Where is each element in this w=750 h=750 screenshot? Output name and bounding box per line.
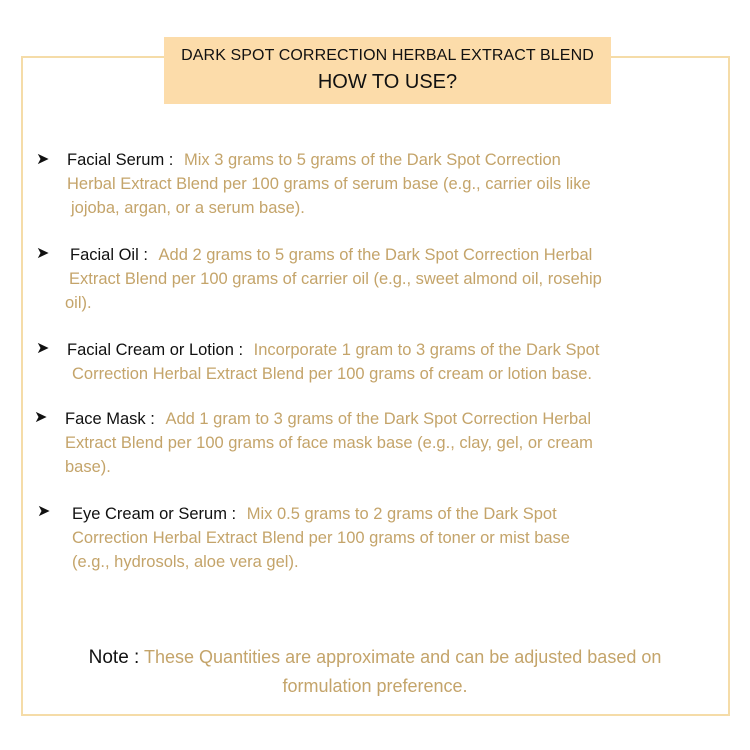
- item-text: Add 1 gram to 3 grams of the Dark Spot Correction Herbal: [165, 410, 591, 428]
- note-text: These Quantities are approximate and can be adjusted based on: [144, 647, 662, 667]
- item-label: Facial Cream or Lotion :: [67, 341, 244, 359]
- item-text: Extract Blend per 100 grams of face mask base (e.g., clay, gel, or cream: [65, 434, 593, 452]
- header-title: DARK SPOT CORRECTION HERBAL EXTRACT BLEND: [181, 47, 594, 64]
- item-text: (e.g., hydrosols, aloe vera gel).: [72, 553, 299, 571]
- item-text: Incorporate 1 gram to 3 grams of the Dark Spot: [253, 341, 600, 359]
- item-label: Facial Oil :: [70, 246, 148, 264]
- list-item: [67, 148, 561, 172]
- item-text: Add 2 grams to 5 grams of the Dark Spot Correction Herbal: [158, 246, 593, 264]
- note-text: formulation preference.: [282, 676, 468, 696]
- arrow-bullet-icon: ➤: [36, 151, 50, 168]
- note: [40, 643, 710, 700]
- item-text: oil).: [65, 294, 92, 312]
- arrow-bullet-icon: ➤: [36, 245, 50, 262]
- item-text: Extract Blend per 100 grams of carrier oil (e.g., sweet almond oil, rosehip: [69, 270, 602, 288]
- item-text: Mix 3 grams to 5 grams of the Dark Spot Correction: [183, 151, 561, 169]
- item-text: Correction Herbal Extract Blend per 100 grams of cream or lotion base.: [72, 365, 592, 383]
- item-label: Face Mask :: [65, 410, 155, 428]
- arrow-bullet-icon: ➤: [36, 340, 50, 357]
- item-text: jojoba, argan, or a serum base).: [71, 199, 305, 217]
- item-label: Eye Cream or Serum :: [72, 505, 237, 523]
- note-label: Note :: [88, 647, 140, 668]
- arrow-bullet-icon: ➤: [34, 409, 48, 426]
- item-text: base).: [65, 458, 111, 476]
- item-text: Correction Herbal Extract Blend per 100 grams of toner or mist base: [72, 529, 570, 547]
- item-text: Mix 0.5 grams to 2 grams of the Dark Spot: [246, 505, 557, 523]
- item-label: Facial Serum :: [67, 151, 174, 169]
- item-text: Herbal Extract Blend per 100 grams of serum base (e.g., carrier oils like: [67, 175, 591, 193]
- list-item: [67, 338, 599, 362]
- list-item: [72, 502, 557, 526]
- list-item: [70, 243, 592, 267]
- list-item: [65, 407, 591, 431]
- header-subtitle: HOW TO USE?: [317, 71, 458, 93]
- header-box: [164, 37, 611, 104]
- arrow-bullet-icon: ➤: [37, 503, 51, 520]
